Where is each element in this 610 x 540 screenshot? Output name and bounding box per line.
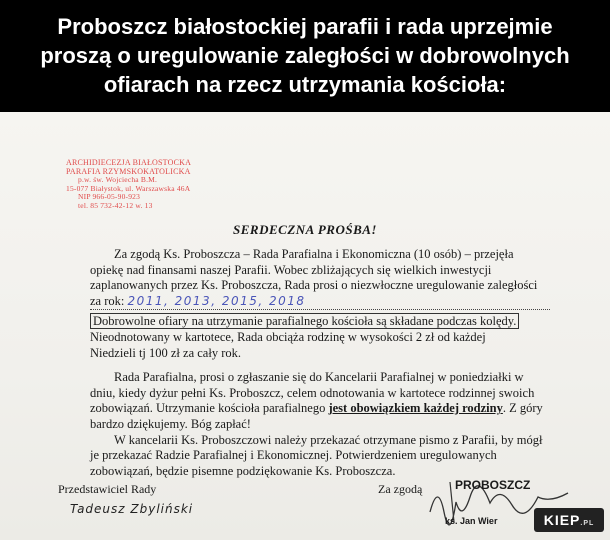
text-line: Rada Parafialna, prosi o zgłaszanie się do Kancelarii Parafialnej w poniedziałki w (114, 370, 524, 385)
letter-title: SERDECZNA PROŚBA! (233, 222, 377, 237)
stamp-line: p.w. św. Wojciecha B.M. (78, 175, 158, 185)
pastor-stamp-title: PROBOSZCZ (455, 478, 531, 492)
council-representative-label: Przedstawiciel Rady (58, 482, 157, 496)
stamp-line: tel. 85 732-42-12 w. 13 (78, 200, 153, 210)
years-handwritten: 2011, 2013, 2015, 2018 (127, 293, 306, 308)
stamp-line: NIP 966-05-90-923 (78, 192, 141, 202)
logo-suffix: .PL (580, 520, 595, 527)
council-representative-signature: Tadeusz Zbyliński (70, 502, 194, 516)
text-line: Nieodnotowany w kartotece, Rada obciąża rodzinę w wysokości 2 zł od każdej (90, 329, 486, 344)
parish-stamp (66, 159, 216, 211)
headline-line: proszą o uregulowanie zaległości w dobrowolnych (40, 43, 570, 68)
text-line: opiekę nad finansami naszej Parafii. Wobec zbliżających się wielkich inwestycji (90, 262, 492, 277)
headline-line: Proboszcz białostockiej parafii i rada uprzejmie (57, 14, 553, 39)
text-line: W kancelarii Ks. Proboszczowi należy przekazać otrzymane pismo z Parafii, by mógł (114, 432, 543, 447)
stamp-line: 15-077 Białystok, ul. Warszawska 46A (66, 183, 191, 193)
stamp-line: ARCHIDIECEZJA BIAŁOSTOCKA (66, 158, 192, 167)
paragraph-3 (90, 370, 550, 432)
text-line: dniu, kiedy dyżur pełni Ks. Proboszcz, celem odnotowania w kartotece rodzinnej swoich (90, 385, 535, 400)
paragraph-1 (90, 247, 550, 310)
emphasis-text: jest obowiązkiem każdej rodziny (328, 401, 503, 416)
letter-paper (0, 112, 610, 540)
text-line: zaplanowanych przez Ks. Proboszcza, Rada prosi o niezwłoczne uregulowanie zaległości (90, 278, 538, 293)
stamp-line: PARAFIA RZYMSKOKATOLICKA (66, 166, 191, 176)
text-line: bardzo dziękujemy. Bóg zapłać! (90, 416, 251, 431)
kiep-logo (534, 508, 604, 532)
paragraph-2 (90, 314, 550, 361)
text-line: zobowiązań, będzie pisemne podziękowanie Ks. Proboszcza. (90, 463, 396, 478)
logo-brand: KIEP (543, 512, 581, 528)
text-line: Dobrowolne ofiary na utrzymanie parafialnego kościoła są składane podczas kolędy. (90, 313, 519, 329)
approval-label: Za zgodą (378, 482, 423, 496)
headline-line: ofiarach na rzecz utrzymania kościoła: (103, 72, 507, 97)
years-prefix: za rok: (90, 293, 125, 308)
text-fragment: . Z góry (502, 401, 543, 416)
pastor-stamp-name: ks. Jan Wier (445, 516, 498, 526)
text-line: Niedzieli tj 100 zł za cały rok. (90, 345, 241, 360)
years-line (90, 294, 550, 311)
text-line: Za zgodą Ks. Proboszcza – Rada Parafialna i Ekonomiczna (10 osób) – przejęła (114, 247, 514, 261)
letter-body (90, 247, 550, 479)
headline (0, 0, 610, 112)
text-line: je przekazać Radzie Parafialnej i Ekonomicznej. Potwierdzeniem uregulowanych (90, 448, 497, 463)
text-line: zobowiązań. Utrzymanie kościoła parafialnego (90, 401, 326, 416)
